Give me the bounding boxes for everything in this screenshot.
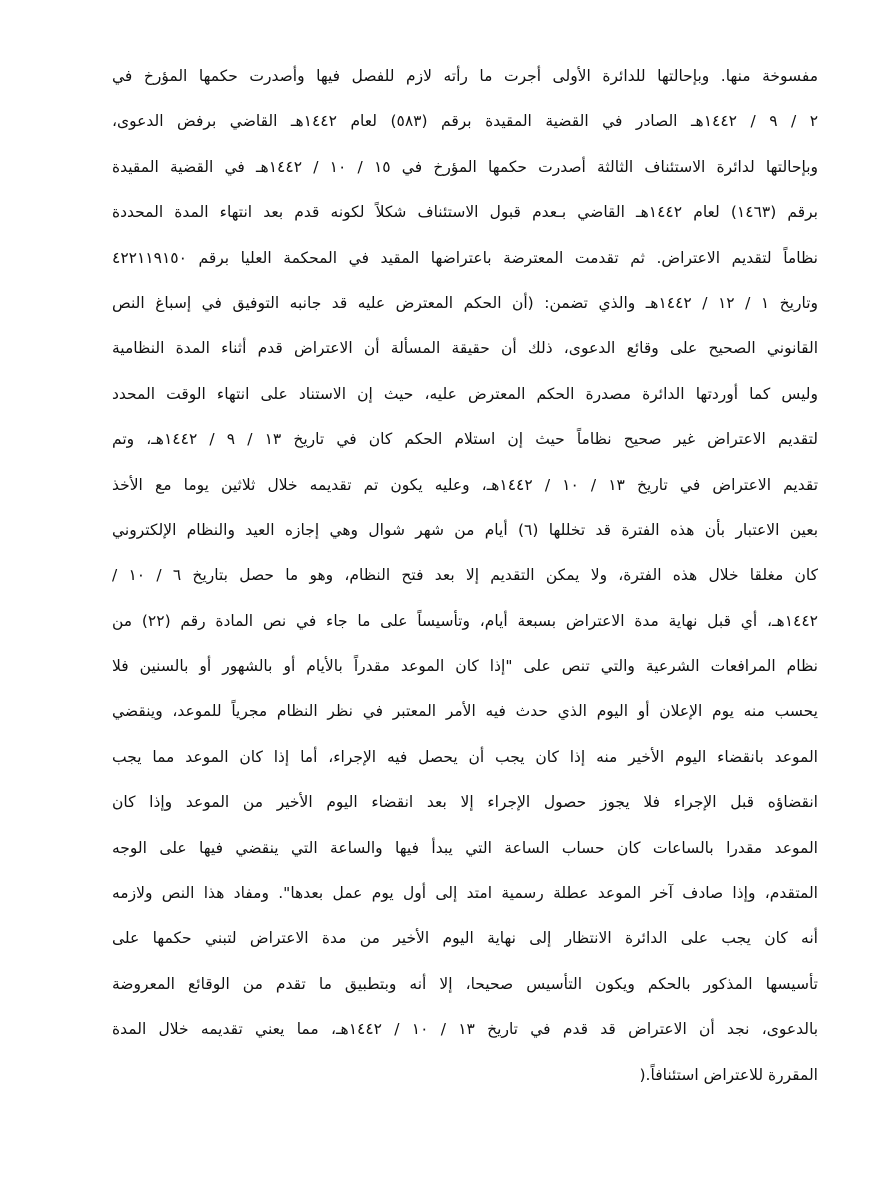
text-line: لتقديم الاعتراض غير صحيح نظاماً حيث إن استلام الحكم كان في تاريخ ١٣ / ٩ / ١٤٤٢هـ، وتم <box>112 430 818 449</box>
text-line: ٢ / ٩ / ١٤٤٢هـ الصادر في القضية المقيدة برقم (٥٨٣) لعام ١٤٤٢هـ القاضي برفض الدعوى، <box>112 112 818 131</box>
text-line: برقم (١٤٦٣) لعام ١٤٤٢هـ القاضي بـعدم قبول الاستئناف شكلاً لكونه قدم بعد انتهاء المدة المحددة <box>112 203 818 222</box>
text-line: تأسيسها المذكور بالحكم ويكون التأسيس صحيحا، إلا أنه وبتطبيق ما تقدم من الوقائع المعروضة <box>112 974 818 993</box>
text-line: المقررة للاعتراض استئنافاً.( <box>639 1065 818 1084</box>
text-line: وبإحالتها لدائرة الاستئناف الثالثة أصدرت حكمها المؤرخ في ١٥ / ١٠ / ١٤٤٢هـ في القضية المقيدة <box>112 157 818 176</box>
document-body <box>112 54 818 1098</box>
text-line: نظاماً لتقديم الاعتراض. ثم تقدمت المعترضة باعتراضها المقيد في المحكمة العليا برقم ٤٢٢١١٩١٥٠ <box>112 248 818 267</box>
text-line: المتقدم، وإذا صادف آخر الموعد عطلة رسمية امتد إلى أول يوم عمل بعدها". ومفاد هذا النص ولازمه <box>112 884 818 903</box>
text-line: كان مغلقا خلال هذه الفترة، ولا يمكن التقديم إلا بعد فتح النظام، وهو ما حصل بتاريخ ٦ / ١٠ / <box>112 566 818 585</box>
text-line: مفسوخة منها. وبإحالتها للدائرة الأولى أجرت ما رأته لازم للفصل فيها وأصدرت حكمها المؤرخ في <box>112 67 818 85</box>
text-line: تقديم الاعتراض في تاريخ ١٣ / ١٠ / ١٤٤٢هـ، وعليه يكون تم تقديمه خلال ثلاثين يوما مع الأخذ <box>112 475 818 494</box>
text-line: وليس كما أوردتها الدائرة مصدرة الحكم المعترض عليه، حيث إن الاستناد على انتهاء الوقت المحدد <box>112 384 818 403</box>
text-line: الموعد بانقضاء اليوم الأخير منه إذا كان يجب أن يحصل فيه الإجراء، أما إذا كان الموعد مما يجب <box>112 747 818 766</box>
text-line: ١٤٤٢هـ، أي قبل نهاية مدة الاعتراض بسبعة أيام، وتأسيساً على ما جاء في نص المادة رقم (٢٢) من <box>112 611 818 630</box>
text-line: يحسب منه يوم الإعلان أو اليوم الذي حدث فيه الأمر المعتبر في نظر النظام مجرياً للموعد، وينقضي <box>112 702 818 721</box>
text-line: نظام المرافعات الشرعية والتي تنص على "إذا كان الموعد مقدراً بالأيام أو بالشهور أو بالسنين فلا <box>112 657 818 676</box>
text-line: القانوني الصحيح على وقائع الدعوى، ذلك أن حقيقة المسألة أن الاعتراض قدم أثناء المدة النظامية <box>112 339 818 358</box>
text-line: وتاريخ ١ / ١٢ / ١٤٤٢هـ والذي تضمن: (أن الحكم المعترض عليه قد جانبه التوفيق في إسباغ النص <box>112 293 818 312</box>
text-line: أنه كان يجب على الدائرة الانتظار إلى نهاية اليوم الأخير من مدة الاعتراض لتبني حكمها على <box>112 929 818 948</box>
text-line: بعين الاعتبار بأن هذه الفترة قد تخللها (٦) أيام من شهر شوال وهي إجازه العيد والنظام الإلكتروني <box>112 520 818 539</box>
text-line: انقضاؤه قبل الإجراء فلا يجوز حصول الإجراء إلا بعد انقضاء اليوم الأخير من الموعد وإذا كان <box>112 793 818 812</box>
text-line: بالدعوى، نجد أن الاعتراض قد قدم في تاريخ ١٣ / ١٠ / ١٤٤٢هـ، مما يعني تقديمه خلال المدة <box>112 1020 818 1039</box>
text-line: الموعد مقدرا بالساعات كان حساب الساعة التي يبدأ فيها والساعة التي ينقضي فيها على الوجه <box>112 838 818 857</box>
